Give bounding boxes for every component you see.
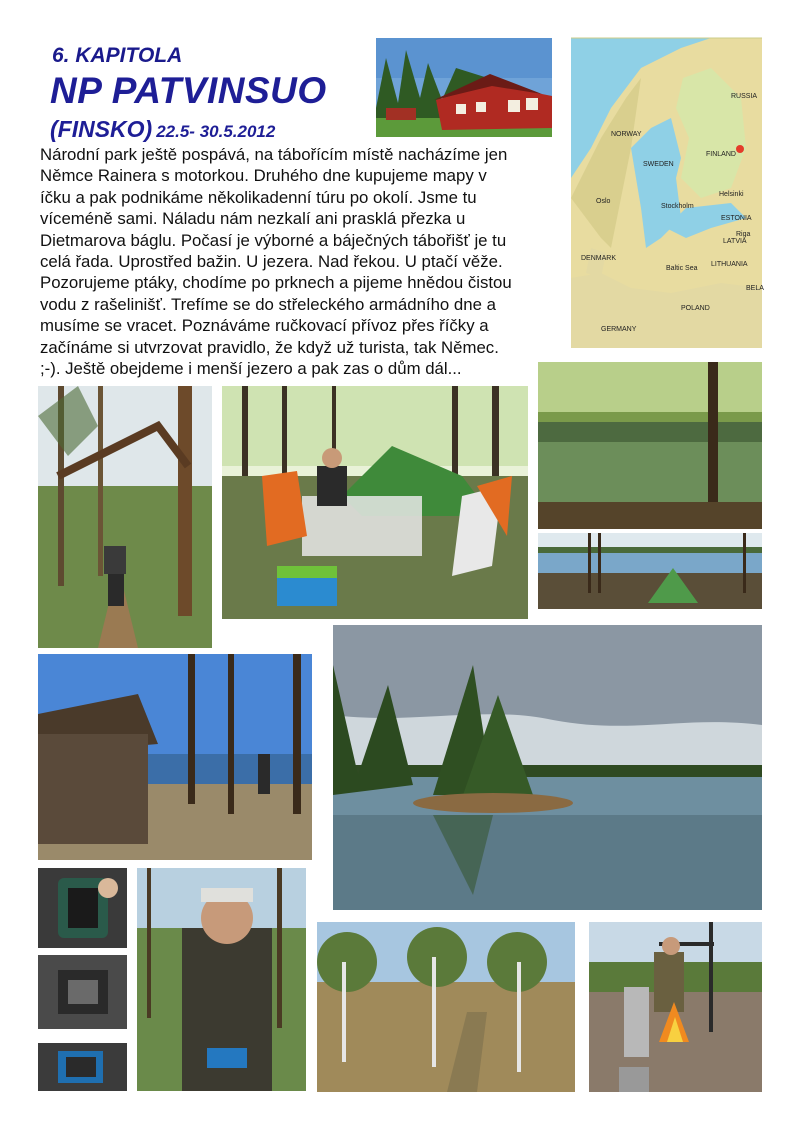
- map-scandinavia: [571, 38, 762, 348]
- photo-log-hut: [38, 654, 312, 860]
- svg-text:LITHUANIA: LITHUANIA: [711, 261, 748, 268]
- svg-text:SWEDEN: SWEDEN: [643, 161, 674, 168]
- photo-boardwalk: [317, 922, 575, 1092]
- svg-text:POLAND: POLAND: [681, 305, 710, 312]
- chapter-label: 6. KAPITOLA: [52, 44, 183, 67]
- photo-lake-island: [333, 625, 762, 910]
- svg-text:ESTONIA: ESTONIA: [721, 215, 752, 222]
- photo-lake-reflection: [538, 362, 762, 529]
- photo-forest-hiker: [38, 386, 212, 648]
- text-line: ;-). Ještě obejdeme i menší jezero a pak zas o dům dál...: [40, 359, 462, 379]
- photo-red-cabin: [376, 38, 552, 137]
- body-text: [40, 144, 580, 379]
- svg-text:Oslo: Oslo: [596, 198, 611, 205]
- svg-text:Helsinki: Helsinki: [719, 191, 744, 198]
- text-line: íčku a pak podnikáme několikadenní túru po okolí. Jsme tu: [40, 187, 477, 207]
- text-line: vodu z rašelinišť. Trefíme se do střeleckého armádního dne a: [40, 294, 496, 314]
- svg-text:NORWAY: NORWAY: [611, 131, 642, 138]
- text-line: začínáme si utvrzovat pravidlo, že když už turista, tak Němec.: [40, 337, 499, 357]
- text-line: musíme se vracet. Poznáváme ručkovací přívoz přes říčky a: [40, 316, 489, 336]
- photo-campfire: [589, 922, 762, 1092]
- svg-text:GERMANY: GERMANY: [601, 326, 637, 333]
- country-label: (FINSKO): [50, 116, 153, 142]
- photo-buckle-2: [38, 955, 127, 1029]
- photo-buckle-3: [38, 1043, 127, 1091]
- text-line: víceméně sami. Náladu nám nezkalí ani prasklá přezka u: [40, 209, 466, 229]
- subtitle: [50, 116, 275, 143]
- date-range: 22.5- 30.5.2012: [156, 122, 276, 141]
- text-line: Národní park ještě pospává, na tábořícím místě nacházíme jen: [40, 145, 508, 164]
- photo-smiling-hiker: [137, 868, 306, 1091]
- svg-text:BELA: BELA: [746, 285, 764, 292]
- svg-text:FINLAND: FINLAND: [706, 151, 736, 158]
- svg-text:DENMARK: DENMARK: [581, 255, 617, 262]
- svg-text:LATVIA: LATVIA: [723, 238, 747, 245]
- svg-text:Baltic Sea: Baltic Sea: [666, 265, 698, 272]
- text-line: Pozorujeme ptáky, chodíme po prknech a pijeme hnědou čistou: [40, 273, 512, 293]
- text-line: celá řada. Uprostřed bažin. U jezera. Nad řekou. U ptačí věže.: [40, 252, 503, 272]
- svg-text:Stockholm: Stockholm: [661, 203, 694, 210]
- photo-campsite-tent: [222, 386, 528, 619]
- svg-text:RUSSIA: RUSSIA: [731, 93, 758, 100]
- photo-buckle-1: [38, 868, 127, 948]
- svg-text:Riga: Riga: [736, 231, 751, 238]
- text-line: Dietmarova báglu. Počasí je výborné a báječných tábořišť je tu: [40, 230, 507, 250]
- page-title: NP PATVINSUO: [50, 70, 327, 111]
- photo-lakeside-tent: [538, 533, 762, 609]
- text-line: Němce Rainera s motorkou. Druhého dne kupujeme mapy v: [40, 166, 487, 186]
